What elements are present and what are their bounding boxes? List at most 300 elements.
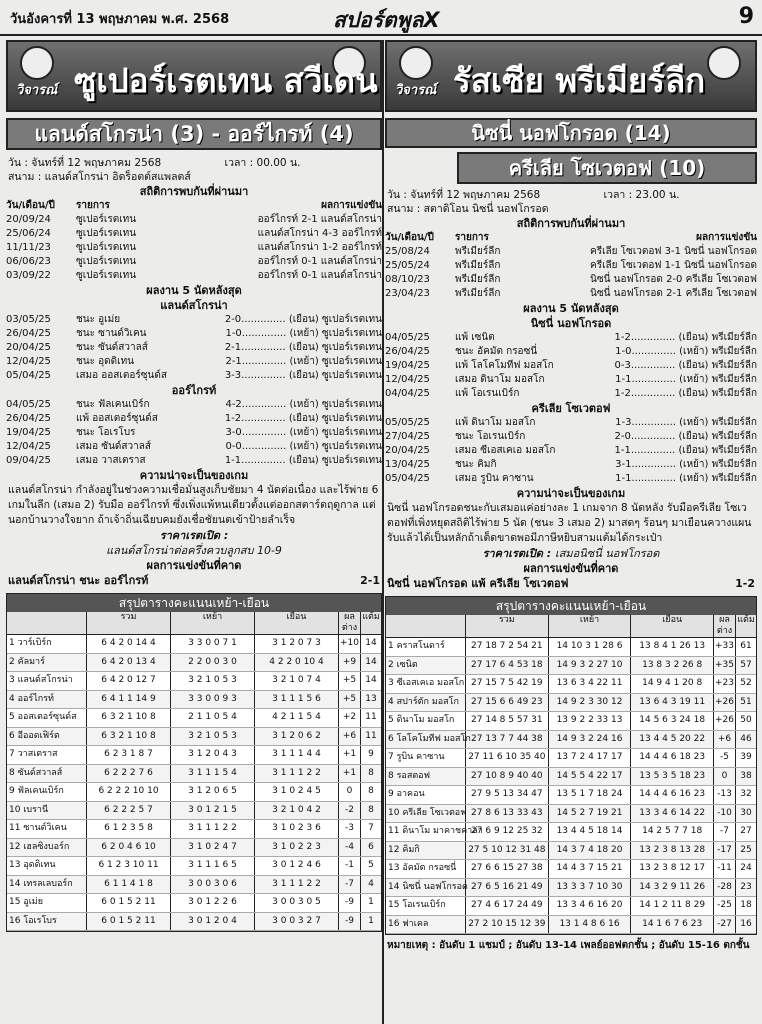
total-stats: 27 9 5 13 34 47: [466, 786, 549, 804]
home-stats: 13 1 4 8 6 16: [549, 916, 632, 934]
list-item: [385, 373, 757, 387]
goal-diff: -17: [714, 842, 736, 860]
points: 6: [368, 841, 374, 852]
cell-date: 25/06/24: [6, 228, 51, 239]
table-row: [7, 635, 381, 654]
total-stats: 27 4 6 17 24 49: [466, 897, 549, 915]
team-name: 8 ซันด์สวาลส์: [7, 765, 87, 783]
team-name: 9 อาคอน: [386, 786, 466, 804]
team-name: 12 คิมกิ: [386, 842, 466, 860]
points: 61: [740, 641, 752, 651]
home-stats: 3 0 1 2 1 5: [171, 802, 255, 820]
h2h-title: สถิติการพบกันที่ผ่านมา: [139, 185, 249, 198]
away-stats: 3 1 0 2 3 6: [255, 820, 339, 838]
list-item: [6, 341, 382, 355]
list-item: [385, 458, 757, 472]
h2h-list: [385, 245, 757, 301]
table-row: [7, 728, 381, 747]
cell-score: 1-3.............. (เหย้า) พรีเมียร์ลีก: [615, 417, 757, 428]
cell-date: 08/10/23: [385, 274, 430, 285]
standings-header: [386, 615, 756, 638]
list-item: [385, 472, 757, 486]
team-name: 3 ซีเอสเคเอ มอสโก: [386, 675, 466, 693]
goal-diff: -11: [714, 860, 736, 878]
standings-table-sweden: [6, 593, 382, 932]
total-stats: 27 5 10 12 31 48: [466, 842, 549, 860]
table-row: [386, 842, 756, 861]
analysis-text: นิซนี่ นอฟโกรอดชนะกับเสมอแค่อย่างละ 1 เกมจาก 8 นัดหลัง รับมือครีเลีย โซเวตอฟที่เพิ่งหยุดสถิติไร้พ่าย 5 นัด (ชนะ 3 เสมอ 2) มาสดๆ ร้อนๆ มาเยือนควางแผนรับแล้วได้เป็นหลักถ้าเต็ดขาดพอมีภาษีหยิบสามแต้มได้กระเป๋า: [387, 502, 752, 544]
banner-subtitle: วิจารณ์: [395, 83, 437, 98]
cell-res: แพ้ ออสเตอร์ซุนด์ส: [76, 413, 158, 424]
away-stats: 3 1 2 0 7 3: [255, 635, 339, 653]
cell-date: 03/05/25: [6, 314, 51, 325]
home-stats: 14 3 7 4 18 20: [549, 842, 632, 860]
cell-res: ชนะ โอเรนเบิร์ก: [455, 431, 526, 442]
banner-subtitle: วิจารณ์: [16, 83, 58, 98]
odds-row: [385, 546, 757, 561]
analysis-text: แลนด์สโกรน่า กำลังอยู่ในช่วงความเชื่อมั่นสูงเก็บชัยมา 4 นัดต่อเนื่อง และไร้พ่าย 6 เกมในลีก (เสมอ 2) รับมือ ออร์ไกรท์ ซึ่งเพิ่งแพ้หนเดียวตั้งแต่ออกสตาร์ตฤดูกาล แต่นอกบ้านวางใจยาก ถ้าเจ้าถิ่นเฉียบคมยังเชื่อชัยนตเข้าป้ายลำเร็จ: [8, 484, 379, 526]
total-stats: 27 15 6 6 49 23: [466, 694, 549, 712]
away-stats: 3 1 1 1 2 2: [255, 765, 339, 783]
match-stadium: สนาม : สตาดิโอน นิซนี่ นอฟโกรอด: [387, 203, 549, 215]
cell-date: 12/04/25: [385, 374, 430, 385]
cell-score: 2-0.............. (เยือน) ซูเปอร์เรตเทน: [224, 314, 382, 325]
table-row: [7, 802, 381, 821]
goal-diff: +2: [339, 709, 361, 727]
total-stats: 6 3 2 1 10 8: [87, 709, 171, 727]
list-item: [385, 345, 757, 359]
cell-date: 09/04/25: [6, 455, 51, 466]
list-item: [6, 241, 382, 255]
total-stats: 27 6 5 16 21 49: [466, 879, 549, 897]
points: 5: [368, 860, 374, 870]
away-stats: 4 2 2 0 10 4: [255, 654, 339, 672]
goal-diff: +26: [714, 712, 736, 730]
total-stats: 27 18 7 2 54 21: [466, 638, 549, 656]
h2h-header: [6, 199, 382, 213]
page-header: [0, 0, 762, 36]
list-item: [6, 327, 382, 341]
away-stats: 14 9 4 1 20 8: [631, 675, 714, 693]
team1-name: แลนด์สโกรน่า: [160, 299, 228, 312]
team-name: 14 นิซนี่ นอฟโกรอด: [386, 879, 466, 897]
points: 8: [368, 767, 374, 778]
match-title: แลนด์สโกรน่า (3) - ออร์ไกรท์ (4): [6, 118, 382, 150]
team2-name: ครีเลีย โซเวตอฟ: [531, 402, 611, 415]
cell-result: นิซนี่ นอฟโกรอด 2-1 ครีเลีย โซเวตอฟ: [590, 288, 757, 299]
list-item: [385, 444, 757, 458]
away-stats: 13 3 4 6 14 22: [631, 805, 714, 823]
cell-comp: พรีเมียร์ลีก: [455, 274, 501, 285]
prediction-title: ผลการแข่งขันที่คาด: [523, 562, 619, 575]
team-name: 16 โอเรโบร: [7, 913, 87, 931]
banner-title: ซูเปอร์เรตเทน สวีเดน: [74, 61, 378, 100]
home-stats: 2 1 1 0 5 4: [171, 709, 255, 727]
league-banner-right: [385, 40, 757, 112]
team-name: 7 วาสเตราส: [7, 746, 87, 764]
cell-date: 05/05/25: [385, 417, 430, 428]
home-stats: 13 3 4 6 16 20: [549, 897, 632, 915]
home-stats: 3 3 0 0 7 1: [171, 635, 255, 653]
issue-date: วันอังคารที่ 13 พฤษภาคม พ.ศ. 2568: [10, 12, 230, 27]
total-stats: 6 1 2 3 10 11: [87, 857, 171, 875]
total-stats: 6 0 1 5 2 11: [87, 913, 171, 931]
newspaper-logo: สปอร์ตพูลX: [333, 8, 440, 32]
cell-date: 11/11/23: [6, 242, 51, 253]
cell-score: 4-2.............. (เหย้า) ซูเปอร์เรตเทน: [225, 399, 382, 410]
goal-diff: 0: [714, 768, 736, 786]
team1-form-list: [6, 313, 382, 383]
match-day: วัน : จันทร์ที่ 12 พฤษภาคม 2568: [8, 157, 162, 169]
cell-date: 20/04/25: [385, 445, 430, 456]
total-stats: 27 11 6 10 35 40: [466, 749, 549, 767]
team-name: 10 ครีเลีย โซเวตอฟ: [386, 805, 466, 823]
points: 25: [740, 844, 752, 855]
prediction-score: 2-1: [360, 574, 380, 587]
cell-score: 3-1.............. (เหย้า) พรีเมียร์ลีก: [615, 459, 757, 470]
table-row: [7, 857, 381, 876]
away-stats: 14 1 6 7 6 23: [631, 916, 714, 934]
away-stats: 3 1 1 1 4 4: [255, 746, 339, 764]
total-stats: 6 4 1 1 14 9: [87, 691, 171, 709]
table-row: [7, 672, 381, 691]
cell-score: 2-1.............. (เหย้า) ซูเปอร์เรตเทน: [225, 356, 382, 367]
team-name: 14 เทรลเลบอร์ก: [7, 876, 87, 894]
team1-form-list: [385, 331, 757, 401]
total-stats: 6 4 2 0 12 7: [87, 672, 171, 690]
team2-name: ออร์ไกรท์: [171, 384, 217, 397]
list-item: [6, 355, 382, 369]
list-item: [385, 287, 757, 301]
total-stats: 6 1 2 3 5 8: [87, 820, 171, 838]
goal-diff: +1: [339, 746, 361, 764]
match-stadium: สนาม : แลนด์สโกรน่า อิดร็อตต์สแพลตส์: [8, 171, 191, 183]
list-item: [385, 273, 757, 287]
total-stats: 27 6 9 12 25 32: [466, 823, 549, 841]
cell-date: 04/05/25: [6, 399, 51, 410]
goal-diff: -13: [714, 786, 736, 804]
cell-res: แพ้ ดินาโม มอสโก: [455, 417, 536, 428]
odds-text: เสมอนิซนี่ นอฟโกรอด: [554, 547, 660, 560]
team-name: 7 รูบิน คาซาน: [386, 749, 466, 767]
group-home: เหย้า: [549, 615, 632, 637]
team2-form-list: [6, 398, 382, 468]
group-away: เยือน: [255, 612, 339, 634]
left-column: [6, 40, 382, 1024]
away-stats: 3 0 1 2 4 6: [255, 857, 339, 875]
home-stats: 3 1 1 1 2 2: [171, 820, 255, 838]
table-row: [386, 823, 756, 842]
home-stats: 13 7 2 4 17 17: [549, 749, 632, 767]
away-stats: 13 8 4 1 26 13: [631, 638, 714, 656]
table-row: [386, 749, 756, 768]
total-stats: 6 2 2 2 10 10: [87, 783, 171, 801]
goal-diff: -7: [339, 876, 361, 894]
away-stats: 3 1 1 1 2 2: [255, 876, 339, 894]
points: 57: [740, 659, 752, 670]
cell-comp: ซูเปอร์เรตเทน: [76, 256, 137, 267]
list-item: [385, 387, 757, 401]
h2h-head-result: ผลการแข่งขัน: [321, 200, 382, 211]
team-name: 4 ออร์ไกรท์: [7, 691, 87, 709]
cell-date: 25/05/24: [385, 260, 430, 271]
list-item: [6, 426, 382, 440]
list-item: [385, 331, 757, 345]
away-stats: 3 1 1 1 5 6: [255, 691, 339, 709]
list-item: [385, 416, 757, 430]
away-stats: 13 5 3 5 18 23: [631, 768, 714, 786]
cell-score: 1-1.............. (เยือน) ซูเปอร์เรตเทน: [224, 455, 382, 466]
goal-diff: -4: [339, 839, 361, 857]
team-name: 6 โลโคโมทีฟ มอสโก: [386, 731, 466, 749]
h2h-head-date: วัน/เดือน/ปี: [385, 232, 434, 243]
away-stats: 13 4 4 5 20 22: [631, 731, 714, 749]
away-stats: 3 1 0 2 2 3: [255, 839, 339, 857]
list-item: [6, 213, 382, 227]
cell-date: 26/04/25: [6, 413, 51, 424]
list-item: [6, 369, 382, 383]
match-home-team: นิซนี่ นอฟโกรอด (14): [385, 118, 757, 148]
total-stats: 27 15 7 5 42 19: [466, 675, 549, 693]
home-stats: 14 9 3 2 24 16: [549, 731, 632, 749]
team-name: 6 อีออดเฟิร์ต: [7, 728, 87, 746]
away-stats: 13 8 3 2 26 8: [631, 657, 714, 675]
cell-score: 0-3.............. (เยือน) พรีเมียร์ลีก: [614, 360, 757, 371]
cell-date: 05/04/25: [385, 473, 430, 484]
points: 8: [368, 804, 374, 815]
football-icon: [399, 46, 433, 80]
team-name: 5 ดินาโม มอสโก: [386, 712, 466, 730]
goal-diff: +5: [339, 672, 361, 690]
table-row: [386, 638, 756, 657]
team-name: 1 วาร์เบิร์ก: [7, 635, 87, 653]
table-row: [7, 709, 381, 728]
cell-res: ชนะ ฟัลเคนเบิร์ก: [76, 399, 150, 410]
standings-header: [7, 612, 381, 635]
standings-table-russia: [385, 596, 757, 935]
page-number: 9: [738, 4, 754, 29]
home-stats: 14 9 3 2 27 10: [549, 657, 632, 675]
away-stats: 14 1 2 11 8 29: [631, 897, 714, 915]
home-stats: 3 0 0 3 0 6: [171, 876, 255, 894]
cell-comp: ซูเปอร์เรตเทน: [76, 228, 137, 239]
team-name: 10 เบรานี: [7, 802, 87, 820]
total-stats: 27 6 6 15 27 38: [466, 860, 549, 878]
group-away: เยือน: [631, 615, 714, 637]
cell-date: 25/08/24: [385, 246, 430, 257]
goal-diff: 0: [339, 783, 361, 801]
team-name: 4 สปาร์ตัก มอสโก: [386, 694, 466, 712]
cell-score: 2-1.............. (เยือน) ซูเปอร์เรตเทน: [224, 342, 382, 353]
goal-diff: +9: [339, 654, 361, 672]
team-name: 3 แลนด์สโกรน่า: [7, 672, 87, 690]
cell-res: แพ้ โอเรนเบิร์ก: [455, 388, 520, 399]
list-item: [6, 313, 382, 327]
analysis-title: ความน่าจะเป็นของเกม: [139, 469, 249, 482]
diff-label: ผลต่าง: [339, 612, 361, 634]
goal-diff: -9: [339, 913, 361, 931]
cell-date: 26/04/25: [6, 328, 51, 339]
cell-comp: ซูเปอร์เรตเทน: [76, 270, 137, 281]
group-home: เหย้า: [171, 612, 255, 634]
cell-comp: ซูเปอร์เรตเทน: [76, 214, 137, 225]
prediction-row: [385, 576, 757, 592]
points: 32: [740, 789, 752, 799]
away-stats: 13 2 3 8 13 28: [631, 842, 714, 860]
away-stats: 13 6 4 3 19 11: [631, 694, 714, 712]
away-stats: 14 4 4 6 18 23: [631, 749, 714, 767]
goal-diff: +5: [339, 691, 361, 709]
table-row: [386, 805, 756, 824]
list-item: [6, 227, 382, 241]
table-row: [7, 746, 381, 765]
cell-result: แลนด์สโกรน่า 4-3 ออร์ไกรท์: [257, 228, 382, 239]
home-stats: 13 4 4 5 18 14: [549, 823, 632, 841]
cell-score: 1-2.............. (เยือน) พรีเมียร์ลีก: [614, 332, 757, 343]
match-meta: [6, 156, 382, 170]
home-stats: 14 5 2 7 19 21: [549, 805, 632, 823]
points: 9: [368, 749, 374, 759]
table-row: [7, 913, 381, 932]
h2h-head-date: วัน/เดือน/ปี: [6, 200, 55, 211]
table-row: [7, 654, 381, 673]
cell-comp: พรีเมียร์ลีก: [455, 246, 501, 257]
home-stats: 3 3 0 0 9 3: [171, 691, 255, 709]
points: 4: [368, 878, 374, 889]
cell-res: ชนะ อูเม่ย: [76, 314, 121, 325]
list-item: [385, 359, 757, 373]
team-name: 11 ดินาโม มาคาชคาล่า: [386, 823, 466, 841]
list-item: [6, 255, 382, 269]
table-row: [386, 879, 756, 898]
football-icon: [20, 46, 54, 80]
goal-diff: +6: [339, 728, 361, 746]
away-stats: 13 2 3 8 12 17: [631, 860, 714, 878]
goal-diff: +1: [339, 765, 361, 783]
total-stats: 27 17 6 4 53 18: [466, 657, 549, 675]
away-stats: 3 2 1 0 7 4: [255, 672, 339, 690]
match-away-team: ครีเลีย โซเวตอฟ (10): [457, 152, 757, 184]
team2-form-list: [385, 416, 757, 486]
total-stats: 6 2 3 1 8 7: [87, 746, 171, 764]
cell-res: เสมอ ดินาโม มอสโก: [455, 374, 545, 385]
points: 14: [365, 675, 377, 685]
match-time: เวลา : 00.00 น.: [224, 157, 301, 169]
odds-text: แลนด์สโกรน่าต่อครึ่งควบลูกสบ 10-9: [106, 544, 282, 557]
cell-score: 3-3.............. (เยือน) ซูเปอร์เรตเทน: [224, 370, 382, 381]
match-meta: [385, 188, 757, 202]
prediction-score: 1-2: [735, 577, 755, 590]
points: 11: [365, 712, 377, 722]
goal-diff: -28: [714, 879, 736, 897]
cell-score: 1-2.............. (เยือน) ซูเปอร์เรตเทน: [224, 413, 382, 424]
cell-res: เสมอ ซีเอสเคเอ มอสโก: [455, 445, 556, 456]
away-stats: 14 3 2 9 11 26: [631, 879, 714, 897]
list-item: [385, 430, 757, 444]
points: 1: [368, 897, 374, 907]
goal-diff: -1: [339, 857, 361, 875]
cell-result: ครีเลีย โซเวตอฟ 3-1 นิซนี่ นอฟโกรอด: [590, 246, 757, 257]
cell-date: 05/04/25: [6, 370, 51, 381]
match-time: เวลา : 23.00 น.: [603, 189, 680, 201]
goal-diff: -5: [714, 749, 736, 767]
goal-diff: -25: [714, 897, 736, 915]
cell-score: 1-1.............. (เหย้า) พรีเมียร์ลีก: [615, 473, 757, 484]
away-stats: 4 2 1 1 5 4: [255, 709, 339, 727]
cell-date: 27/04/25: [385, 431, 430, 442]
points: 8: [368, 786, 374, 796]
last5-title: ผลงาน 5 นัดหลังสุด: [146, 284, 242, 297]
cell-score: 1-2.............. (เยือน) พรีเมียร์ลีก: [614, 388, 757, 399]
team-name: 9 ฟัลเคนเบิร์ก: [7, 783, 87, 801]
football-icon: [707, 46, 741, 80]
cell-res: เสมอ ออสเตอร์ซุนด์ส: [76, 370, 167, 381]
away-stats: 3 0 0 3 0 5: [255, 894, 339, 912]
cell-res: แพ้ เซนิต: [455, 332, 495, 343]
h2h-list: [6, 213, 382, 283]
pts-label: แต้ม: [737, 615, 755, 625]
points: 7: [368, 823, 374, 833]
cell-result: แลนด์สโกรน่า 1-2 ออร์ไกรท์: [257, 242, 382, 253]
points: 11: [365, 730, 377, 741]
cell-date: 19/04/25: [385, 360, 430, 371]
h2h-head-comp: รายการ: [455, 232, 489, 243]
list-item: [385, 259, 757, 273]
table-row: [7, 783, 381, 802]
goal-diff: -9: [339, 894, 361, 912]
table-row: [386, 786, 756, 805]
home-stats: 3 0 1 2 0 4: [171, 913, 255, 931]
cell-date: 12/04/25: [6, 441, 51, 452]
total-stats: 6 1 1 4 1 8: [87, 876, 171, 894]
standings-rows: [386, 638, 756, 934]
cell-score: 2-0.............. (เยือน) พรีเมียร์ลีก: [614, 431, 757, 442]
goal-diff: -3: [339, 820, 361, 838]
table-row: [386, 657, 756, 676]
total-stats: 6 0 1 5 2 11: [87, 894, 171, 912]
cell-date: 23/04/23: [385, 288, 430, 299]
home-stats: 2 2 0 0 3 0: [171, 654, 255, 672]
prediction-text: นิซนี่ นอฟโกรอด แพ้ ครีเลีย โซเวตอฟ: [387, 577, 569, 590]
cell-comp: พรีเมียร์ลีก: [455, 288, 501, 299]
home-stats: 3 0 1 2 2 6: [171, 894, 255, 912]
team-name: 15 อูเม่ย: [7, 894, 87, 912]
cell-result: นิซนี่ นอฟโกรอด 2-0 ครีเลีย โซเวตอฟ: [590, 274, 757, 285]
home-stats: 14 4 3 7 15 21: [549, 860, 632, 878]
team1-name: นิซนี่ นอฟโกรอด: [530, 317, 612, 330]
away-stats: 3 1 0 2 4 5: [255, 783, 339, 801]
table-row: [386, 916, 756, 935]
total-stats: 6 2 2 2 5 7: [87, 802, 171, 820]
away-stats: 14 4 4 6 16 23: [631, 786, 714, 804]
match-day: วัน : จันทร์ที่ 12 พฤษภาคม 2568: [387, 189, 541, 201]
diff-label: ผลต่าง: [714, 615, 736, 637]
goal-diff: +26: [714, 694, 736, 712]
cell-date: 13/04/25: [385, 459, 430, 470]
table-row: [7, 839, 381, 858]
points: 50: [740, 715, 752, 725]
total-stats: 27 14 8 5 57 31: [466, 712, 549, 730]
cell-comp: ซูเปอร์เรตเทน: [76, 242, 137, 253]
cell-result: ออร์ไกรท์ 0-1 แลนด์สโกรน่า: [257, 270, 382, 281]
home-stats: 13 9 2 2 33 13: [549, 712, 632, 730]
home-stats: 3 2 1 0 5 3: [171, 672, 255, 690]
goal-diff: +10: [339, 635, 361, 653]
cell-date: 06/06/23: [6, 256, 51, 267]
table-row: [386, 860, 756, 879]
cell-date: 12/04/25: [6, 356, 51, 367]
points: 23: [740, 881, 752, 892]
